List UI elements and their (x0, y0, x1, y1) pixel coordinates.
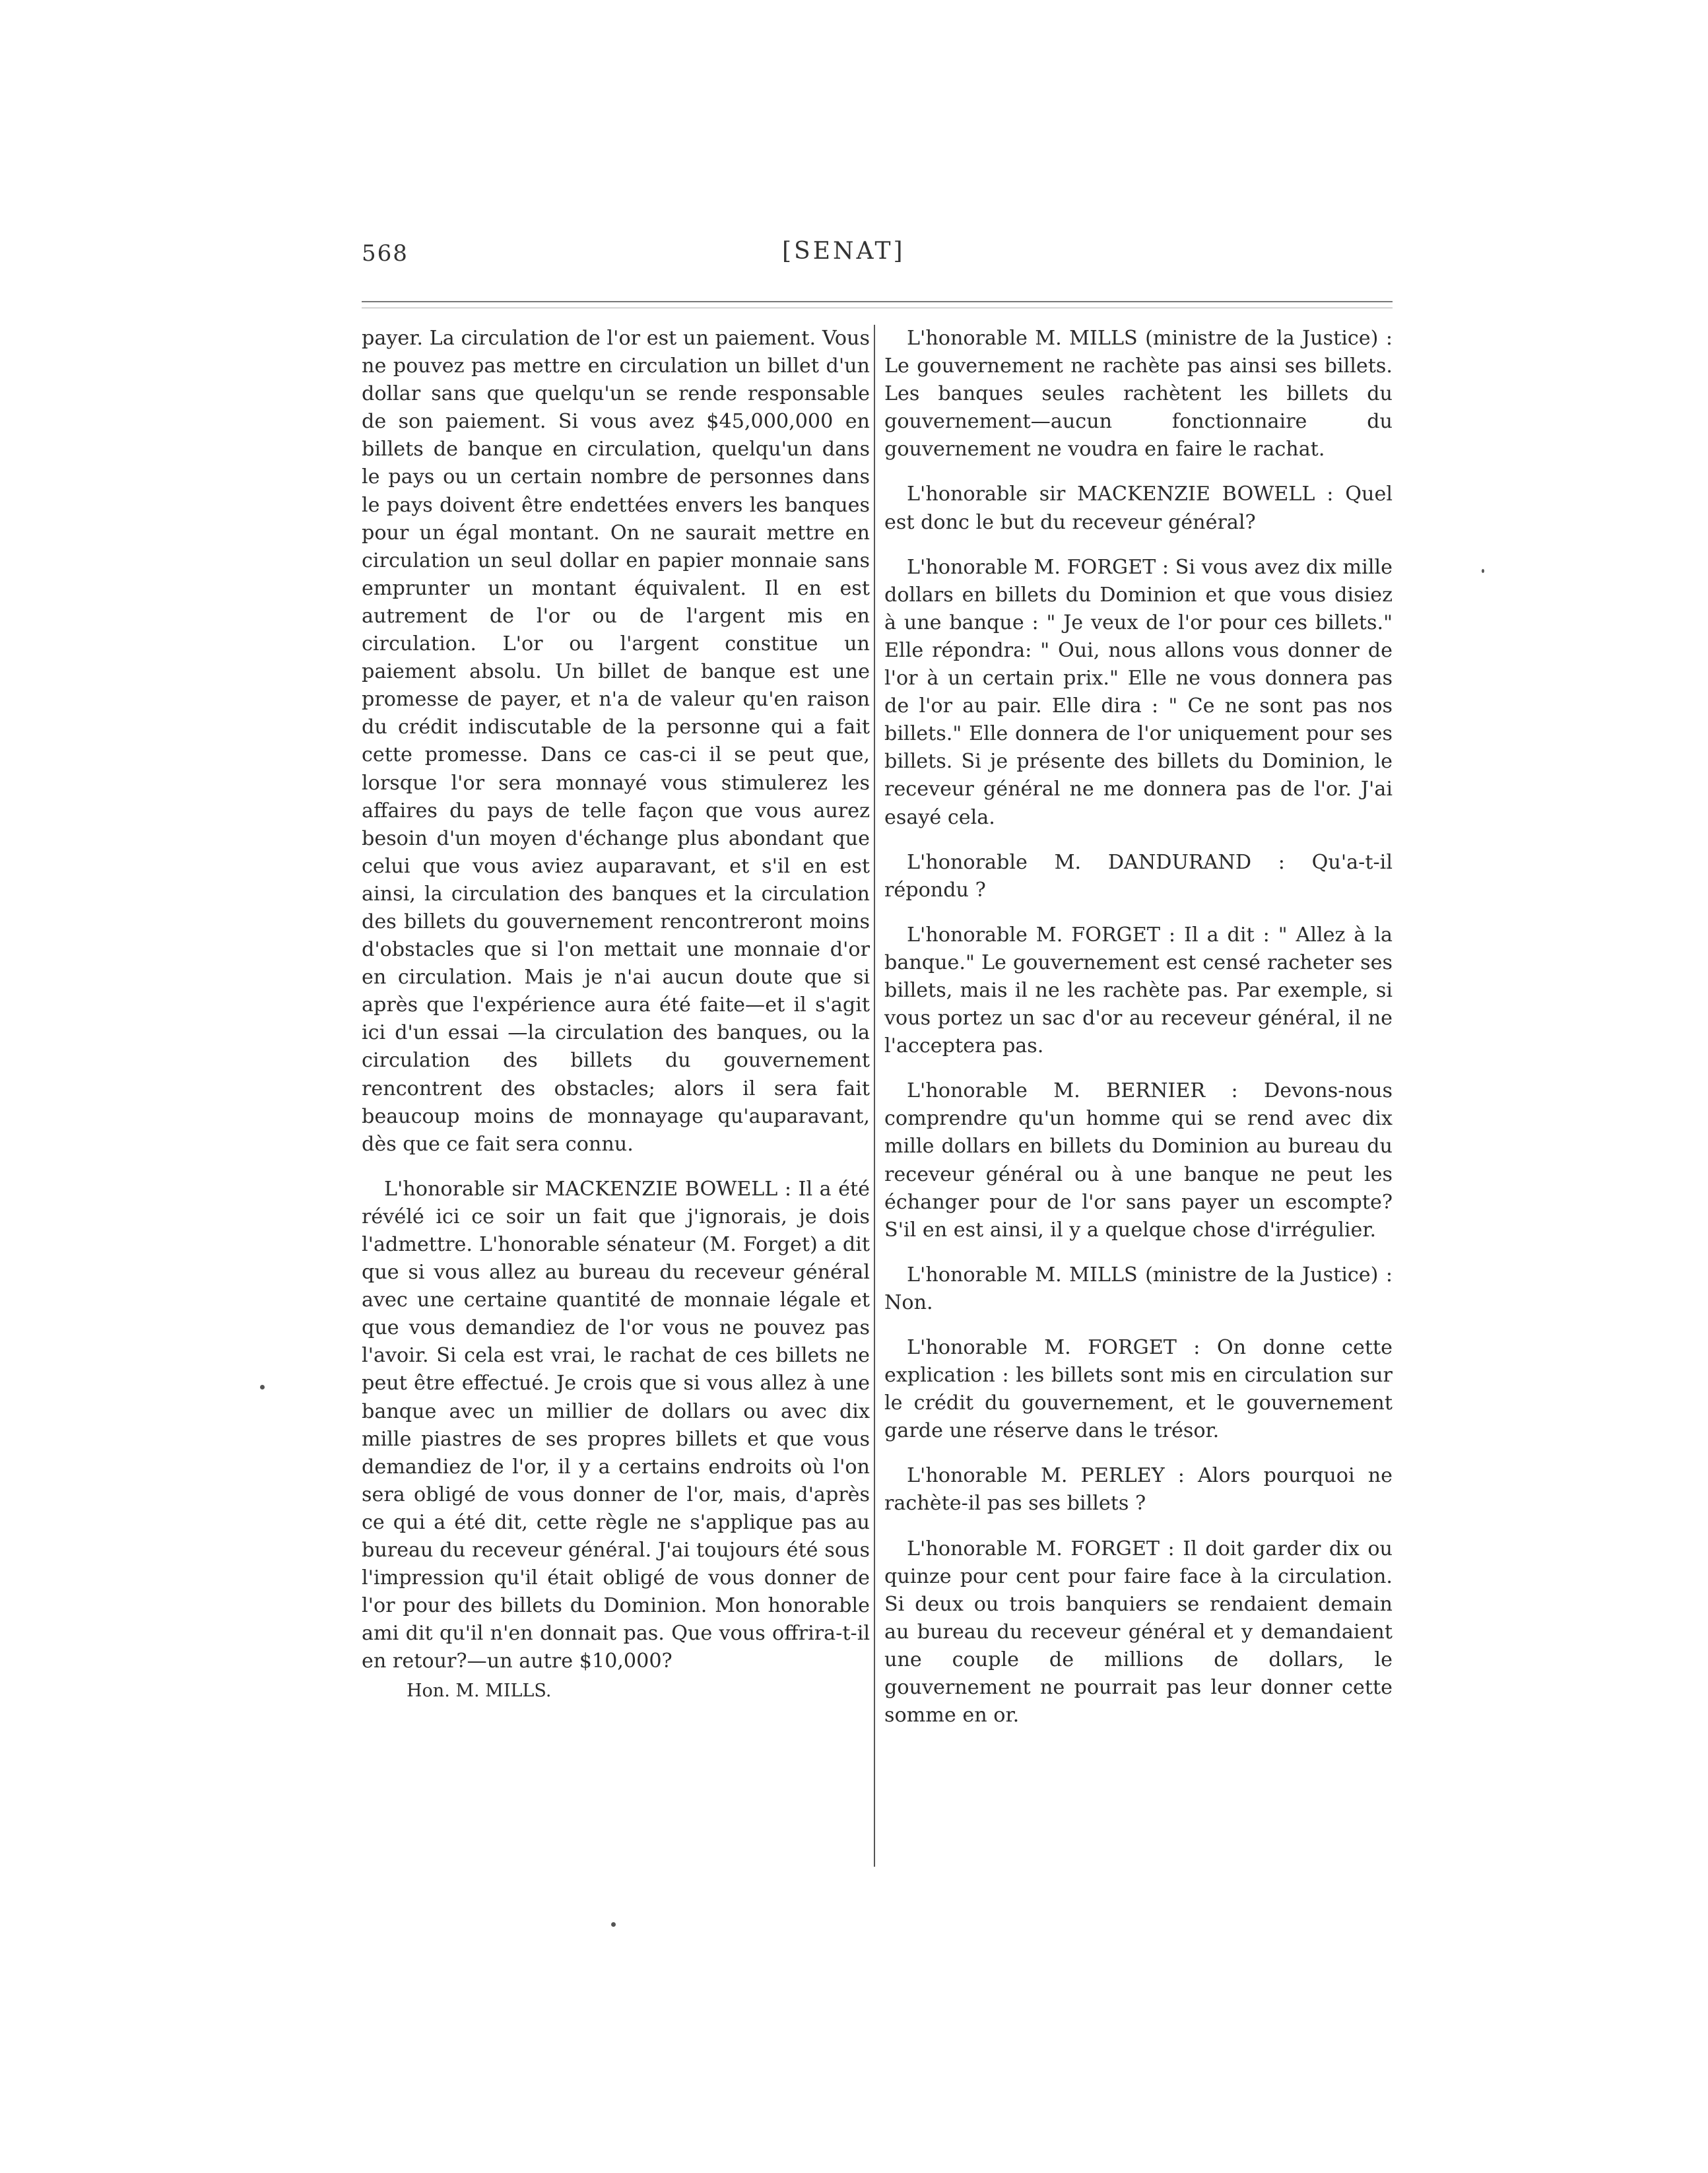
right-column (884, 325, 1393, 1729)
paragraph: L'honorable M. MILLS (ministre de la Justice) : Non. (884, 1263, 1393, 1314)
column-divider (874, 325, 875, 1867)
paragraph: L'honorable M. FORGET : On donne cette explication : les billets sont mis en circulation sur le crédit du gouvernement, et le gouvernement garde une réserve dans le trésor. (884, 1336, 1393, 1443)
page-number: 568 (362, 240, 409, 267)
paragraph: payer. La circulation de l'or est un paiement. Vous ne pouvez pas mettre en circulation un billet d'un dollar sans que quelqu'un se rende responsable de son paiement. Si vous avez $45,000,000 en billets de banque en circulation, quelqu'un dans le pays ou un certain nombre de personnes dans le pays doivent être endettées envers les banques pour un égal montant. On ne saurait mettre en circulation un seul dollar en papier monnaie sans emprunter un montant équivalent. Il en est autrement de l'or ou de l'argent mis en circulation. L'or ou l'argent constitue un paiement absolu. Un billet de banque est une promesse de payer, et n'a de valeur qu'en raison du crédit indiscutable de la personne qui a fait cette promesse. Dans ce cas-ci il se peut que, lorsque l'or sera monnayé vous stimulerez les affaires du pays de telle façon que vous aurez besoin d'un moyen d'échange plus abondant que celui que vous aviez auparavant, et s'il en est ainsi, la circulation des banques et la circulation des billets du gouvernement rencontreront moins d'obstacles que si l'on mettait une monnaie d'or en circulation. Mais je n'ai aucun doute que si après que l'expérience aura été faite—et il s'agit ici d'un essai —la circulation des banques, ou la circulation des billets du gouvernement rencontrent des obstacles; alors il sera fait beaucoup moins de monnayage qu'auparavant, dès que ce fait sera connu. (362, 327, 870, 1156)
speaker-signature: Hon. M. MILLS. (407, 1680, 552, 1701)
left-column (362, 325, 870, 1705)
paragraph: L'honorable M. FORGET : Il a dit : " Allez à la banque." Le gouvernement est censé racheter ses billets, mais il ne les rachète pas. Par exemple, si vous portez un sac d'or au receveur général, il ne l'acceptera pas. (884, 923, 1393, 1058)
header-rule (362, 301, 1393, 302)
paragraph: L'honorable M. BERNIER : Devons-nous comprendre qu'un homme qui se rend avec dix mille dollars en billets du Dominion au bureau du receveur général ou à une banque ne peut les échanger pour de l'or sans payer un escompte? S'il en est ainsi, il y a quelque chose d'irrégulier. (884, 1079, 1393, 1242)
paragraph: L'honorable M. MILLS (ministre de la Justice) : Le gouvernement ne rachète pas ainsi ses billets. Les banques seules rachètent les billets du gouvernement—aucun fonctionnaire du gouvernement ne voudra en faire le rachat. (884, 327, 1393, 461)
paragraph: L'honorable M. DANDURAND : Qu'a-t-il répondu ? (884, 850, 1393, 902)
paragraph: L'honorable M. FORGET : Si vous avez dix mille dollars en billets du Dominion et que vous disiez à une banque : " Je veux de l'or pour ces billets." Elle répondra: " Oui, nous allons vous donner de l'or à un certain prix." Elle ne vous donnera pas de l'or au pair. Elle dira : " Ce ne sont pas nos billets." Elle donnera de l'or uniquement pour ses billets. Si je présente des billets du Dominion, le receveur général ne me donnera pas de l'or. J'ai esayé cela. (884, 555, 1393, 829)
paragraph: L'honorable M. FORGET : Il doit garder dix ou quinze pour cent pour faire face à la circulation. Si deux ou trois banquiers se rendaient demain au bureau du receveur général et y demandaient une couple de millions de dollars, le gouvernement ne pourrait pas leur donner cette somme en or. (884, 1537, 1393, 1727)
scan-speck (611, 1922, 616, 1927)
paragraph: L'honorable M. PERLEY : Alors pourquoi ne rachète-il pas ses billets ? (884, 1464, 1393, 1516)
scan-speck (1482, 569, 1484, 573)
paragraph: L'honorable sir MACKENZIE BOWELL : Il a été révélé ici ce soir un fait que j'ignorais, je dois l'admettre. L'honorable sénateur (M. Forget) a dit que si vous allez au bureau du receveur général avec une certaine quantité de monnaie légale et que vous demandiez de l'or vous ne pouvez pas l'avoir. Si cela est vrai, le rachat de ces billets ne peut être effectué. Je crois que si vous allez à une banque avec un millier de dollars ou avec dix mille piastres de ses propres billets et que vous demandiez de l'or, il y a certains endroits où l'on sera obligé de vous donner de l'or, mais, d'après ce qui a été dit, cette règle ne s'applique pas au bureau du receveur général. J'ai toujours été sous l'impression qu'il était obligé de vous donner de l'or pour des billets du Dominion. Mon honorable ami dit qu'il n'en donnait pas. Que vous offrira-t-il en retour?—un autre $10,000? (362, 1177, 870, 1673)
scan-speck (260, 1385, 265, 1389)
running-head: [SENAT] (782, 238, 905, 265)
paragraph: L'honorable sir MACKENZIE BOWELL : Quel est donc le but du receveur général? (884, 483, 1393, 534)
